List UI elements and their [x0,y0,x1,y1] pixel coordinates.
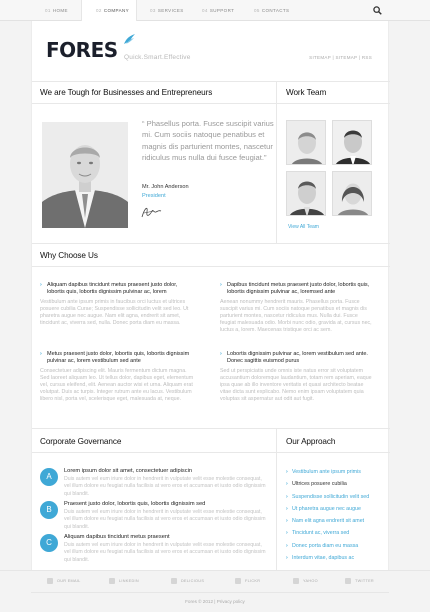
team-heading: Work Team [286,88,327,97]
arrow-right-icon: › [286,505,288,512]
social-bar [31,571,389,593]
divider [32,81,390,82]
why-item-title-text: Metus praesent justo dolor, lobortis quis, lobortis dignissim pulvinar ac, lorem vestibulum sed ante [47,351,190,364]
approach-item-label: Tincidunt ac, viverra sed [292,530,350,537]
tagline: Quick.Smart.Effective [124,54,191,61]
social-link-delicious[interactable] [171,578,204,586]
nav-item-number: 01 [45,8,51,13]
arrow-right-icon: › [40,351,42,357]
approach-list-item[interactable] [286,491,384,503]
arrow-right-icon: › [286,555,288,562]
nav-item-company[interactable] [81,0,137,21]
social-label: TWITTER [355,579,374,583]
email-icon [47,578,53,584]
why-item-body: Vestibulum ante ipsum primis in faucibus orci luctus et ultrices posuere cubilia Curae; Suspendisse sollicitudin velit sed leo. Ut pharetra augue nec augue. Nam elit agna, endrerit sit amet, tincidunt ac, viverra sed, nulla. Donec porta diam eu massa. [40,299,189,327]
bird-logo-icon [122,33,136,45]
why-item-title[interactable] [40,282,195,295]
divider [32,243,390,244]
why-item-body: Aenean nonummy hendrerit mauris. Phasellus porta. Fusce suscipit varius mi. Cum sociis natoque penatibus et magnis dis parturient montes, nascetur ridiculus mus. Nulla dui. Fusce feugiat malesuada odio. Morbi nunc odio, gravida at, cursus nec, luctus a, lorem. Maecenas tristique orci ac sem. [220,299,372,334]
why-item [40,351,195,403]
why-item [40,282,195,327]
linkedin-icon [109,578,115,584]
approach-item-label: Donec porta diam eu massa [292,542,359,549]
nav-item-contacts[interactable] [240,0,300,21]
arrow-right-icon: › [286,493,288,500]
why-item-title-text: Lobortis dignissim pulvinar ac, lorem vestibulum sed ante. Donec sagittis euismod purus [227,351,368,364]
approach-item-label: Ut pharetra augue nec augue [292,505,361,512]
approach-item-label: Nam elit agna endrerit sit amet [292,518,365,525]
governance-item-title[interactable]: Aliquam dapibus tincidunt metus praesent [64,534,170,540]
team-member-photo[interactable] [332,120,372,165]
author-role: President [142,193,166,199]
divider [32,103,390,104]
arrow-right-icon: › [286,530,288,537]
approach-list-item[interactable] [286,515,384,527]
social-link-email[interactable] [47,578,81,586]
page-content [31,21,389,570]
arrow-right-icon: › [286,542,288,549]
approach-list-item[interactable] [286,527,384,539]
flickr-icon [235,578,241,584]
arrow-right-icon: › [220,351,222,357]
nav-item-number: 02 [96,8,102,13]
top-navigation [0,0,430,21]
governance-item-body: Duis autem vel eum iriure dolor in hendrerit in vulputate velit esse molestie consequat, vel illum dolore eu feugiat nulla facilisis at vero eros et accumsan et iusto odio dignissim qui blandit. [64,509,266,530]
social-label: LINKEDIN [119,579,139,583]
divider [276,428,277,570]
nav-item-label: SUPPORT [209,8,235,13]
social-label: YAHOO [303,579,318,583]
team-member-photo[interactable] [286,171,326,216]
social-link-yahoo[interactable] [293,578,318,586]
divider [32,266,390,267]
arrow-right-icon: › [286,481,288,488]
arrow-right-icon: › [286,469,288,475]
approach-list-item[interactable] [286,503,384,515]
team-member-photo[interactable] [332,171,372,216]
twitter-icon [345,578,351,584]
governance-item [40,468,270,497]
governance-item-title[interactable]: Praesent justo dolor, lobortis quis, lobortis dignissim sed [64,501,206,507]
nav-item-services[interactable] [136,0,190,21]
social-label: FLICKR [245,579,261,583]
approach-list-item[interactable] [286,540,384,552]
arrow-right-icon: › [40,282,42,288]
search-icon[interactable] [373,6,382,15]
utility-links[interactable]: SITEMAP | SITEMAP | RSS [309,55,372,60]
governance-item-body: Duis autem vel eum iriure dolor in hendrerit in vulputate velit esse molestie consequat, vel illum dolore eu feugiat nulla facilisis at vero eros et accumsan et iusto odio dignissim qui blandit. [64,542,266,563]
why-item-body: Consectetuer adipiscing elit. Mauris fermentum dictum magna. Sed laoreet aliquam leo. Ut tellus dolor, dapibus eget, elementum vel, cursus eleifend, elit. Aenean auctor wisi et urna. Aliquam erat volutpat. Duis ac turpis. Integer rutrum ante eu lacus. Vestibulum libero nisl, porta vel, scelerisque eget, malesuada at, neque. [40,368,194,403]
intro-heading: We are Tough for Businesses and Entrepreneurs [40,88,213,97]
nav-item-label: COMPANY [103,8,130,13]
social-link-flickr[interactable] [235,578,260,586]
social-link-twitter[interactable] [345,578,374,586]
nav-item-label: HOME [52,8,68,13]
why-item-title[interactable] [40,351,195,364]
approach-list-item[interactable] [286,466,384,478]
why-item-body: Sed ut perspiciatis unde omnis iste natus error sit voluptatem accusantium doloremque laudantium, totam rem aperiam, eaque ipsa quae ab illo inventore veritatis et quasi architecto beatae vitae dicta sunt explicabo. Nemo enim ipsam voluptatem quia voluptas sit aspernatur aut odit aut fugit. [220,368,372,403]
nav-item-number: 04 [202,8,208,13]
ceo-quote: “ Phasellus porta. Fusce suscipit varius mi. Cum sociis natoque penatibus et magnis dis parturient montes, nascetur ridiculus mus nulla dui fusce feugiat.” [142,119,274,162]
why-item [220,282,375,334]
approach-list [286,466,384,564]
footer [0,570,430,612]
governance-item-body: Duis autem vel eum iriure dolor in hendrerit in vulputate velit esse molestie consequat, vel illum dolore eu feugiat nulla facilisis at vero eros et accumsan et iusto odio dignissim qui blandit. [64,476,266,497]
why-item-title-text: Aliquam dapibus tincidunt metus praesent justo dolor, lobortis quis, lobortis dignissim pulvinar ac, lorem [47,282,178,295]
approach-heading: Our Approach [286,437,336,446]
approach-item-label: Suspendisse sollicitudin velit sed [292,493,370,500]
letter-badge: B [40,501,58,519]
nav-item-label: SERVICES [157,8,184,13]
governance-item [40,501,270,530]
approach-item-label: Vestibulum ante ipsum primis [292,469,361,475]
why-item [220,351,375,403]
view-all-team-link[interactable]: View All Team [288,224,319,230]
approach-item-label: Ultrices posuere cubilia [292,481,347,488]
arrow-right-icon: › [220,282,222,288]
yahoo-icon [293,578,299,584]
governance-heading: Corporate Governance [40,437,122,446]
ceo-photo [42,122,128,228]
approach-list-item[interactable] [286,552,384,564]
letter-badge: A [40,468,58,486]
delicious-icon [171,578,177,584]
signature [140,203,162,221]
arrow-right-icon: › [286,518,288,525]
why-heading: Why Choose Us [40,251,98,260]
governance-item-title[interactable]: Lorem ipsum dolor sit amet, consectetuer adipiscin [64,468,193,474]
why-item-title[interactable] [220,282,375,295]
social-label: OUR EMAIL [57,579,81,583]
approach-list-item[interactable] [286,478,384,490]
social-label: DELICIOUS [181,579,205,583]
nav-item-label: CONTACTS [261,8,290,13]
nav-item-number: 03 [150,8,156,13]
letter-badge: C [40,534,58,552]
nav-item-number: 05 [254,8,260,13]
nav-item-home[interactable] [31,0,83,21]
social-link-linkedin[interactable] [109,578,139,586]
divider [32,452,390,453]
why-item-title-text: Dapibus tincidunt metus praesent justo dolor, lobortis quis, lobortis dignissim pulvinar ac, loremsed ante [227,282,370,295]
nav-item-support[interactable] [188,0,242,21]
governance-item [40,534,270,563]
copyright[interactable]: Fores © 2012 | Privacy policy [185,599,245,604]
divider [32,428,390,429]
approach-item-label: Interdum vitae, dapibus ac [292,555,355,562]
logo[interactable]: FORES [46,38,118,62]
team-member-photo[interactable] [286,120,326,165]
why-item-title[interactable] [220,351,375,364]
quote-author: Mr. John Anderson [142,184,189,190]
